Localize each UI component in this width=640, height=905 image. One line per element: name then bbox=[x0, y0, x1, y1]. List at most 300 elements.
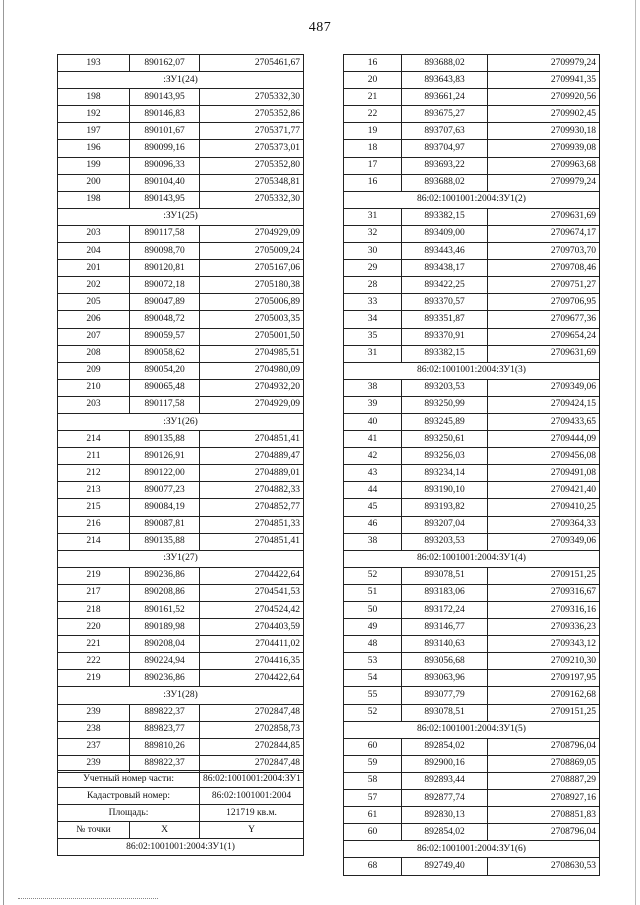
point-number-cell: 219 bbox=[58, 567, 130, 584]
point-number-cell: 19 bbox=[344, 123, 402, 140]
y-coordinate-cell: 2704852,77 bbox=[200, 499, 304, 516]
x-coordinate-cell: 893707,63 bbox=[402, 123, 488, 140]
y-coordinate-cell: 2709941,35 bbox=[488, 72, 600, 89]
point-number-cell: 206 bbox=[58, 311, 130, 328]
x-coordinate-cell: 890054,20 bbox=[130, 362, 200, 379]
x-coordinate-cell: 890099,16 bbox=[130, 140, 200, 157]
x-coordinate-cell: 890236,86 bbox=[130, 567, 200, 584]
left-coordinates-table bbox=[57, 54, 304, 773]
y-coordinate-cell: 2709421,40 bbox=[488, 482, 600, 499]
point-number-cell: 34 bbox=[344, 311, 402, 328]
x-coordinate-cell: 889823,77 bbox=[130, 721, 200, 738]
point-number-cell: 16 bbox=[344, 174, 402, 191]
point-number-cell: 200 bbox=[58, 174, 130, 191]
section-header-row bbox=[344, 362, 600, 379]
table-row bbox=[344, 328, 600, 345]
x-coordinate-cell: 893643,83 bbox=[402, 72, 488, 89]
section-header-row bbox=[58, 208, 304, 225]
point-number-cell: 209 bbox=[58, 362, 130, 379]
point-number-cell: 49 bbox=[344, 619, 402, 636]
table-row bbox=[344, 755, 600, 772]
section-header-row bbox=[58, 72, 304, 89]
y-coordinate-cell: 2709979,24 bbox=[488, 174, 600, 191]
y-coordinate-cell: 2705348,81 bbox=[200, 174, 304, 191]
x-coordinate-cell: 890077,23 bbox=[130, 482, 200, 499]
y-coordinate-cell: 2705332,30 bbox=[200, 191, 304, 208]
table-row bbox=[58, 328, 304, 345]
point-number-cell: 46 bbox=[344, 516, 402, 533]
y-coordinate-cell: 2704541,53 bbox=[200, 584, 304, 601]
point-number-cell: 58 bbox=[344, 772, 402, 789]
table-row bbox=[58, 260, 304, 277]
column-header-y: Y bbox=[200, 822, 304, 839]
table-row bbox=[344, 704, 600, 721]
table-row bbox=[344, 670, 600, 687]
y-coordinate-cell: 2708887,29 bbox=[488, 772, 600, 789]
x-coordinate-cell: 893203,53 bbox=[402, 533, 488, 550]
x-coordinate-cell: 890120,81 bbox=[130, 260, 200, 277]
point-number-cell: 222 bbox=[58, 653, 130, 670]
y-coordinate-cell: 2708796,04 bbox=[488, 824, 600, 841]
point-number-cell: 22 bbox=[344, 106, 402, 123]
x-coordinate-cell: 890058,62 bbox=[130, 345, 200, 362]
x-coordinate-cell: 893443,46 bbox=[402, 243, 488, 260]
x-coordinate-cell: 892854,02 bbox=[402, 824, 488, 841]
x-coordinate-cell: 890126,91 bbox=[130, 448, 200, 465]
table-row bbox=[344, 482, 600, 499]
y-coordinate-cell: 2705003,35 bbox=[200, 311, 304, 328]
point-number-cell: 214 bbox=[58, 533, 130, 550]
point-number-cell: 238 bbox=[58, 721, 130, 738]
y-coordinate-cell: 2709456,08 bbox=[488, 448, 600, 465]
y-coordinate-cell: 2709316,67 bbox=[488, 584, 600, 601]
point-number-cell: 39 bbox=[344, 396, 402, 413]
y-coordinate-cell: 2709349,06 bbox=[488, 379, 600, 396]
y-coordinate-cell: 2704403,59 bbox=[200, 619, 304, 636]
table-row bbox=[58, 294, 304, 311]
x-coordinate-cell: 893056,68 bbox=[402, 653, 488, 670]
table-row bbox=[58, 721, 304, 738]
x-coordinate-cell: 890135,88 bbox=[130, 533, 200, 550]
point-number-cell: 52 bbox=[344, 567, 402, 584]
left-table-body bbox=[58, 55, 304, 773]
x-coordinate-cell: 890048,72 bbox=[130, 311, 200, 328]
y-coordinate-cell: 2704980,09 bbox=[200, 362, 304, 379]
x-coordinate-cell: 890087,81 bbox=[130, 516, 200, 533]
y-coordinate-cell: 2704985,51 bbox=[200, 345, 304, 362]
section-header: :ЗУ1(27) bbox=[58, 550, 304, 567]
table-row bbox=[344, 636, 600, 653]
table-row bbox=[58, 157, 304, 174]
y-coordinate-cell: 2705371,77 bbox=[200, 123, 304, 140]
x-coordinate-cell: 890208,04 bbox=[130, 636, 200, 653]
cadastral-label: Кадастровый номер: bbox=[58, 788, 200, 805]
y-coordinate-cell: 2704524,42 bbox=[200, 602, 304, 619]
y-coordinate-cell: 2702844,85 bbox=[200, 738, 304, 755]
table-row bbox=[58, 243, 304, 260]
x-coordinate-cell: 892830,13 bbox=[402, 807, 488, 824]
x-coordinate-cell: 893370,57 bbox=[402, 294, 488, 311]
y-coordinate-cell: 2704851,41 bbox=[200, 533, 304, 550]
y-coordinate-cell: 2704851,33 bbox=[200, 516, 304, 533]
x-coordinate-cell: 890047,89 bbox=[130, 294, 200, 311]
y-coordinate-cell: 2704422,64 bbox=[200, 567, 304, 584]
section-header: :ЗУ1(28) bbox=[58, 687, 304, 704]
x-coordinate-cell: 893078,51 bbox=[402, 704, 488, 721]
point-number-cell: 219 bbox=[58, 670, 130, 687]
point-number-cell: 31 bbox=[344, 208, 402, 225]
y-coordinate-cell: 2704889,47 bbox=[200, 448, 304, 465]
y-coordinate-cell: 2709708,46 bbox=[488, 260, 600, 277]
x-coordinate-cell: 893675,27 bbox=[402, 106, 488, 123]
table-row bbox=[344, 89, 600, 106]
y-coordinate-cell: 2709349,06 bbox=[488, 533, 600, 550]
x-coordinate-cell: 893256,03 bbox=[402, 448, 488, 465]
x-coordinate-cell: 893704,97 bbox=[402, 140, 488, 157]
y-coordinate-cell: 2709677,36 bbox=[488, 311, 600, 328]
point-number-cell: 33 bbox=[344, 294, 402, 311]
part-number-value: 86:02:1001001:2004:ЗУ1 bbox=[200, 771, 304, 788]
x-coordinate-cell: 890143,95 bbox=[130, 89, 200, 106]
cadastral-row bbox=[58, 788, 304, 805]
x-coordinate-cell: 893382,15 bbox=[402, 345, 488, 362]
table-row bbox=[344, 106, 600, 123]
section-header: 86:02:1001001:2004:ЗУ1(4) bbox=[344, 550, 600, 567]
x-coordinate-cell: 890117,58 bbox=[130, 225, 200, 242]
table-row bbox=[344, 243, 600, 260]
cadastral-value: 86:02:1001001:2004 bbox=[200, 788, 304, 805]
x-coordinate-cell: 893193,82 bbox=[402, 499, 488, 516]
table-row bbox=[58, 636, 304, 653]
table-row bbox=[58, 431, 304, 448]
table-row bbox=[58, 653, 304, 670]
table-row bbox=[344, 790, 600, 807]
section-header-row bbox=[58, 550, 304, 567]
point-number-cell: 215 bbox=[58, 499, 130, 516]
point-number-cell: 210 bbox=[58, 379, 130, 396]
y-coordinate-cell: 2704422,64 bbox=[200, 670, 304, 687]
x-coordinate-cell: 893207,04 bbox=[402, 516, 488, 533]
point-number-cell: 192 bbox=[58, 106, 130, 123]
table-row bbox=[58, 704, 304, 721]
section-header-row bbox=[58, 839, 304, 856]
right-coordinates-table bbox=[343, 54, 600, 876]
table-row bbox=[344, 772, 600, 789]
point-number-cell: 42 bbox=[344, 448, 402, 465]
page-number: 487 bbox=[308, 20, 332, 35]
table-row bbox=[344, 824, 600, 841]
table-row bbox=[58, 448, 304, 465]
x-coordinate-cell: 893234,14 bbox=[402, 465, 488, 482]
plot-info-table bbox=[57, 770, 304, 856]
point-number-cell: 239 bbox=[58, 704, 130, 721]
x-coordinate-cell: 890098,70 bbox=[130, 243, 200, 260]
table-row bbox=[58, 465, 304, 482]
scan-right-edge bbox=[635, 0, 636, 905]
y-coordinate-cell: 2709939,08 bbox=[488, 140, 600, 157]
y-coordinate-cell: 2705332,30 bbox=[200, 89, 304, 106]
y-coordinate-cell: 2704929,09 bbox=[200, 396, 304, 413]
table-row bbox=[58, 174, 304, 191]
table-row bbox=[58, 499, 304, 516]
y-coordinate-cell: 2702847,48 bbox=[200, 704, 304, 721]
scan-footer-mark bbox=[18, 898, 158, 903]
y-coordinate-cell: 2709674,17 bbox=[488, 225, 600, 242]
table-row bbox=[344, 55, 600, 72]
table-row bbox=[344, 413, 600, 430]
x-coordinate-cell: 893688,02 bbox=[402, 55, 488, 72]
x-coordinate-cell: 893172,24 bbox=[402, 602, 488, 619]
x-coordinate-cell: 893063,96 bbox=[402, 670, 488, 687]
point-number-cell: 54 bbox=[344, 670, 402, 687]
point-number-cell: 48 bbox=[344, 636, 402, 653]
x-coordinate-cell: 893693,22 bbox=[402, 157, 488, 174]
point-number-cell: 29 bbox=[344, 260, 402, 277]
point-number-cell: 21 bbox=[344, 89, 402, 106]
x-coordinate-cell: 893077,79 bbox=[402, 687, 488, 704]
x-coordinate-cell: 889822,37 bbox=[130, 755, 200, 772]
x-coordinate-cell: 892893,44 bbox=[402, 772, 488, 789]
point-number-cell: 208 bbox=[58, 345, 130, 362]
y-coordinate-cell: 2708869,05 bbox=[488, 755, 600, 772]
y-coordinate-cell: 2709706,95 bbox=[488, 294, 600, 311]
area-label: Площадь: bbox=[58, 805, 200, 822]
point-number-cell: 38 bbox=[344, 379, 402, 396]
point-number-cell: 17 bbox=[344, 157, 402, 174]
y-coordinate-cell: 2705006,89 bbox=[200, 294, 304, 311]
y-coordinate-cell: 2709410,25 bbox=[488, 499, 600, 516]
point-number-cell: 213 bbox=[58, 482, 130, 499]
section-header: 86:02:1001001:2004:ЗУ1(1) bbox=[58, 839, 304, 856]
y-coordinate-cell: 2709751,27 bbox=[488, 277, 600, 294]
table-row bbox=[344, 448, 600, 465]
section-header-row bbox=[344, 191, 600, 208]
x-coordinate-cell: 893190,10 bbox=[402, 482, 488, 499]
y-coordinate-cell: 2709197,95 bbox=[488, 670, 600, 687]
table-row bbox=[58, 379, 304, 396]
section-header: :ЗУ1(26) bbox=[58, 413, 304, 430]
point-number-cell: 199 bbox=[58, 157, 130, 174]
point-number-cell: 38 bbox=[344, 533, 402, 550]
y-coordinate-cell: 2704416,35 bbox=[200, 653, 304, 670]
point-number-cell: 32 bbox=[344, 225, 402, 242]
point-number-cell: 68 bbox=[344, 858, 402, 875]
table-row bbox=[58, 516, 304, 533]
table-row bbox=[58, 533, 304, 550]
table-row bbox=[344, 567, 600, 584]
point-number-cell: 51 bbox=[344, 584, 402, 601]
x-coordinate-cell: 893140,63 bbox=[402, 636, 488, 653]
y-coordinate-cell: 2705001,50 bbox=[200, 328, 304, 345]
point-number-cell: 216 bbox=[58, 516, 130, 533]
point-number-cell: 53 bbox=[344, 653, 402, 670]
y-coordinate-cell: 2709151,25 bbox=[488, 704, 600, 721]
table-row bbox=[58, 140, 304, 157]
x-coordinate-cell: 893078,51 bbox=[402, 567, 488, 584]
point-number-cell: 198 bbox=[58, 191, 130, 208]
point-number-cell: 50 bbox=[344, 602, 402, 619]
y-coordinate-cell: 2704882,33 bbox=[200, 482, 304, 499]
y-coordinate-cell: 2709654,24 bbox=[488, 328, 600, 345]
table-row bbox=[344, 379, 600, 396]
point-number-cell: 193 bbox=[58, 55, 130, 72]
column-header-point: № точки bbox=[58, 822, 130, 839]
area-value: 121719 кв.м. bbox=[200, 805, 304, 822]
point-number-cell: 204 bbox=[58, 243, 130, 260]
point-number-cell: 60 bbox=[344, 738, 402, 755]
table-row bbox=[58, 311, 304, 328]
x-coordinate-cell: 893351,87 bbox=[402, 311, 488, 328]
y-coordinate-cell: 2708630,53 bbox=[488, 858, 600, 875]
y-coordinate-cell: 2704851,41 bbox=[200, 431, 304, 448]
x-coordinate-cell: 893438,17 bbox=[402, 260, 488, 277]
table-row bbox=[344, 619, 600, 636]
section-header: 86:02:1001001:2004:ЗУ1(5) bbox=[344, 721, 600, 738]
table-row bbox=[344, 174, 600, 191]
table-row bbox=[344, 260, 600, 277]
point-number-cell: 207 bbox=[58, 328, 130, 345]
point-number-cell: 45 bbox=[344, 499, 402, 516]
x-coordinate-cell: 889810,26 bbox=[130, 738, 200, 755]
y-coordinate-cell: 2709162,68 bbox=[488, 687, 600, 704]
part-number-label: Учетный номер части: bbox=[58, 771, 200, 788]
x-coordinate-cell: 893183,06 bbox=[402, 584, 488, 601]
point-number-cell: 237 bbox=[58, 738, 130, 755]
x-coordinate-cell: 890084,19 bbox=[130, 499, 200, 516]
y-coordinate-cell: 2709336,23 bbox=[488, 619, 600, 636]
point-number-cell: 30 bbox=[344, 243, 402, 260]
point-number-cell: 211 bbox=[58, 448, 130, 465]
point-number-cell: 59 bbox=[344, 755, 402, 772]
section-header-row bbox=[344, 841, 600, 858]
table-row bbox=[344, 277, 600, 294]
y-coordinate-cell: 2709631,69 bbox=[488, 345, 600, 362]
section-header: :ЗУ1(25) bbox=[58, 208, 304, 225]
point-number-cell: 220 bbox=[58, 619, 130, 636]
x-coordinate-cell: 893661,24 bbox=[402, 89, 488, 106]
x-coordinate-cell: 893146,77 bbox=[402, 619, 488, 636]
x-coordinate-cell: 893370,91 bbox=[402, 328, 488, 345]
point-number-cell: 55 bbox=[344, 687, 402, 704]
table-row bbox=[344, 465, 600, 482]
x-coordinate-cell: 890101,67 bbox=[130, 123, 200, 140]
point-number-cell: 203 bbox=[58, 396, 130, 413]
table-row bbox=[58, 191, 304, 208]
x-coordinate-cell: 890208,86 bbox=[130, 584, 200, 601]
point-number-cell: 239 bbox=[58, 755, 130, 772]
table-row bbox=[344, 431, 600, 448]
x-coordinate-cell: 890189,98 bbox=[130, 619, 200, 636]
y-coordinate-cell: 2709631,69 bbox=[488, 208, 600, 225]
y-coordinate-cell: 2705180,38 bbox=[200, 277, 304, 294]
x-coordinate-cell: 892854,02 bbox=[402, 738, 488, 755]
point-number-cell: 196 bbox=[58, 140, 130, 157]
table-row bbox=[344, 738, 600, 755]
table-row bbox=[344, 345, 600, 362]
x-coordinate-cell: 893245,89 bbox=[402, 413, 488, 430]
y-coordinate-cell: 2709316,16 bbox=[488, 602, 600, 619]
x-coordinate-cell: 890122,00 bbox=[130, 465, 200, 482]
table-row bbox=[58, 584, 304, 601]
y-coordinate-cell: 2708851,83 bbox=[488, 807, 600, 824]
point-number-cell: 52 bbox=[344, 704, 402, 721]
y-coordinate-cell: 2709151,25 bbox=[488, 567, 600, 584]
y-coordinate-cell: 2704932,20 bbox=[200, 379, 304, 396]
point-number-cell: 18 bbox=[344, 140, 402, 157]
table-row bbox=[58, 670, 304, 687]
area-row bbox=[58, 805, 304, 822]
point-number-cell: 197 bbox=[58, 123, 130, 140]
x-coordinate-cell: 890072,18 bbox=[130, 277, 200, 294]
y-coordinate-cell: 2705009,24 bbox=[200, 243, 304, 260]
table-row bbox=[344, 208, 600, 225]
x-coordinate-cell: 893203,53 bbox=[402, 379, 488, 396]
table-row bbox=[344, 72, 600, 89]
point-number-cell: 20 bbox=[344, 72, 402, 89]
x-coordinate-cell: 890135,88 bbox=[130, 431, 200, 448]
y-coordinate-cell: 2709902,45 bbox=[488, 106, 600, 123]
table-row bbox=[344, 311, 600, 328]
x-coordinate-cell: 892749,40 bbox=[402, 858, 488, 875]
section-header: 86:02:1001001:2004:ЗУ1(2) bbox=[344, 191, 600, 208]
x-coordinate-cell: 893382,15 bbox=[402, 208, 488, 225]
table-row bbox=[344, 123, 600, 140]
part-number-row bbox=[58, 771, 304, 788]
y-coordinate-cell: 2705461,67 bbox=[200, 55, 304, 72]
y-coordinate-cell: 2709979,24 bbox=[488, 55, 600, 72]
table-row bbox=[58, 602, 304, 619]
y-coordinate-cell: 2709491,08 bbox=[488, 465, 600, 482]
y-coordinate-cell: 2708796,04 bbox=[488, 738, 600, 755]
point-number-cell: 44 bbox=[344, 482, 402, 499]
table-row bbox=[344, 294, 600, 311]
right-table-body bbox=[344, 55, 600, 876]
x-coordinate-cell: 890143,95 bbox=[130, 191, 200, 208]
table-row bbox=[58, 619, 304, 636]
y-coordinate-cell: 2709703,70 bbox=[488, 243, 600, 260]
x-coordinate-cell: 889822,37 bbox=[130, 704, 200, 721]
point-number-cell: 16 bbox=[344, 55, 402, 72]
point-number-cell: 28 bbox=[344, 277, 402, 294]
table-row bbox=[58, 482, 304, 499]
column-header-row bbox=[58, 822, 304, 839]
table-row bbox=[58, 123, 304, 140]
y-coordinate-cell: 2709920,56 bbox=[488, 89, 600, 106]
y-coordinate-cell: 2709343,12 bbox=[488, 636, 600, 653]
section-header-row bbox=[344, 721, 600, 738]
y-coordinate-cell: 2709930,18 bbox=[488, 123, 600, 140]
y-coordinate-cell: 2708927,16 bbox=[488, 790, 600, 807]
table-row bbox=[344, 157, 600, 174]
x-coordinate-cell: 890117,58 bbox=[130, 396, 200, 413]
y-coordinate-cell: 2709424,15 bbox=[488, 396, 600, 413]
y-coordinate-cell: 2704411,02 bbox=[200, 636, 304, 653]
point-number-cell: 217 bbox=[58, 584, 130, 601]
x-coordinate-cell: 890162,07 bbox=[130, 55, 200, 72]
x-coordinate-cell: 890059,57 bbox=[130, 328, 200, 345]
section-header: :ЗУ1(24) bbox=[58, 72, 304, 89]
y-coordinate-cell: 2705373,01 bbox=[200, 140, 304, 157]
x-coordinate-cell: 892877,74 bbox=[402, 790, 488, 807]
y-coordinate-cell: 2705352,86 bbox=[200, 106, 304, 123]
point-number-cell: 43 bbox=[344, 465, 402, 482]
x-coordinate-cell: 890146,83 bbox=[130, 106, 200, 123]
y-coordinate-cell: 2705167,06 bbox=[200, 260, 304, 277]
table-row bbox=[344, 396, 600, 413]
table-row bbox=[58, 55, 304, 72]
point-number-cell: 35 bbox=[344, 328, 402, 345]
x-coordinate-cell: 890236,86 bbox=[130, 670, 200, 687]
